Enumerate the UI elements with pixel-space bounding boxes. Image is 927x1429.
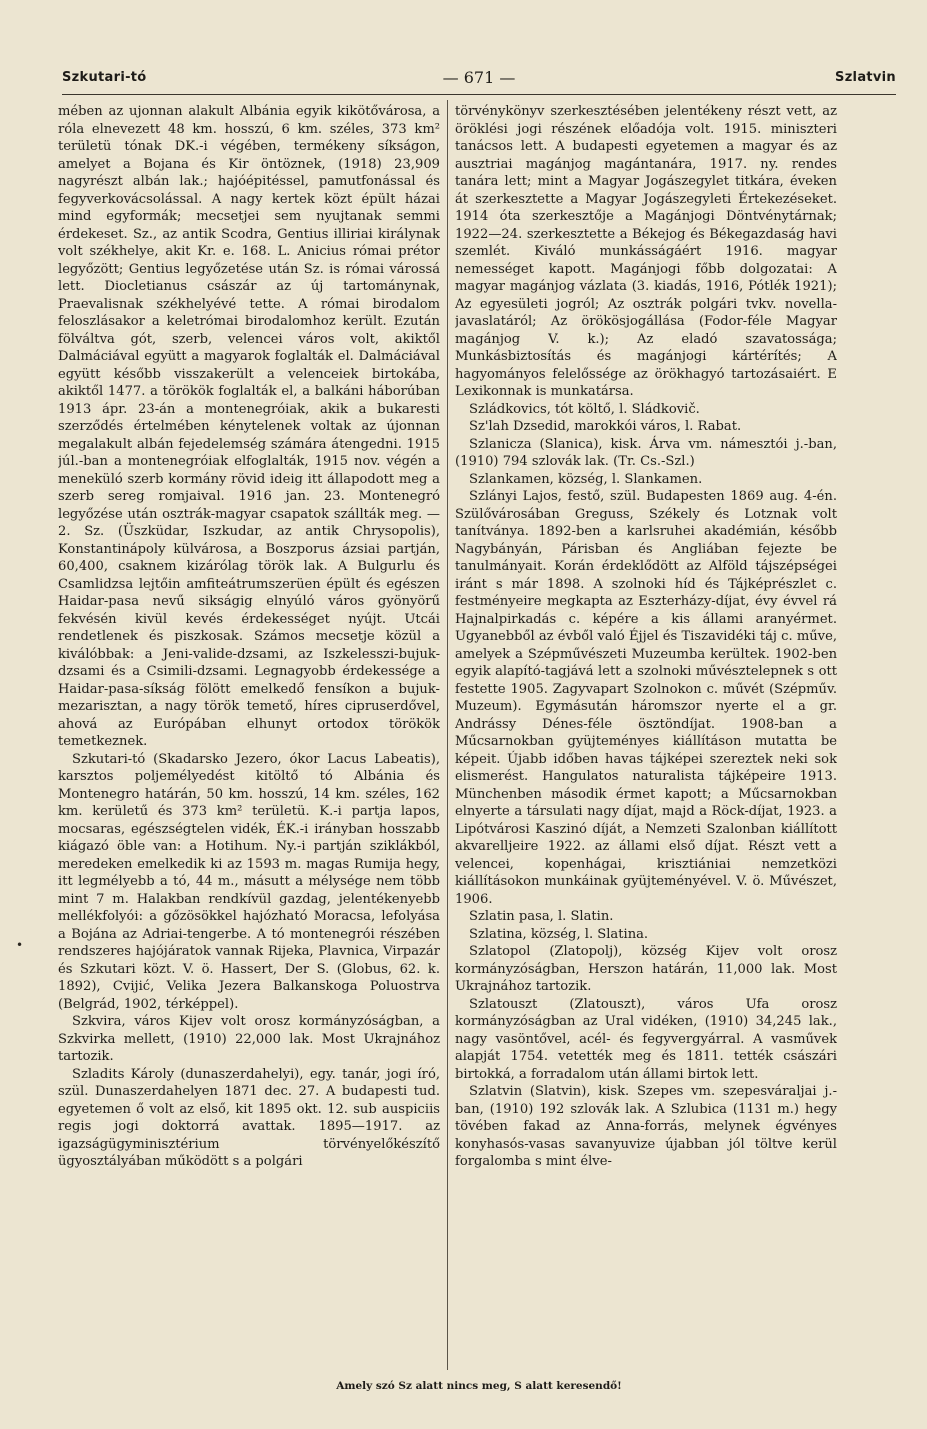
entry-szlah-dzsedid: Sz'lah Dzsedid, marokkói város, l. Rabat. (469, 419, 742, 434)
entry-szlatina: Szlatina, község, l. Slatina. (469, 926, 649, 942)
page-number: — 671 — (442, 68, 516, 87)
header-rule (62, 94, 896, 95)
margin-mark: • (16, 938, 24, 952)
entry-szlatin-pasa: Szlatin pasa, l. Slatin. (469, 909, 614, 924)
page-header (62, 66, 896, 90)
entry-szlankamen: Szlankamen, község, l. Slankamen. (469, 471, 703, 487)
entry-szladits: Szladits Károly (dunaszerdahelyi), egy. tanár, jogi író, szül. Dunaszerdahelyen 1871 dec. 27. A budapesti tud. egyetemen ő volt az első, kit 1895 okt. 12. sub auspiciis regis jogi doktorrá avattak. 1895—1917. az igazságügyminisztérium törvényelőkészítő ügyosztályában működött s a polgári (58, 1066, 440, 1169)
entry-szlatouszt: Szlatouszt (Zlatouszt), város Ufa orosz kormányzóságban az Ural vidéken, (1910) 34,245 lak., nagy vasöntővel, acél- és fegyvergyárral. A vasművek alapját 1754. vetették meg és 1811. tették császári birtokká, a forradalom után állami birtok lett. (455, 996, 837, 1082)
entry-szkutari-to: Szkutari-tó (Skadarsko Jezero, ókor Lacus Labeatis), karsztos poljemélyedést kitöltő tó Albánia és Montenegro határán, 50 km. hosszú, 14 km. széles, 162 km. kerületű és 373 km² területü. K.-i partja lapos, mocsaras, egészségtelen vidék, ÉK.-i irányban hosszabb kiágazó öble van: a Hotihum. Ny.-i partján sziklákból, meredeken emelkedik ki az 1593 m. magas Rumija hegy, itt legmélyebb a tó, 44 m., másutt a mélysége nem több mint 7 m. Halakban rendkívül gazdag, jelentékenyebb mellékfolyói: a gőzösökkel hajózható Moracsa, lefolyása a Bojána az Adriai-tengerbe. A tó montenegrói részében rendszeres hajójáratok vannak Rijeka, Plavnica, Virpazár és Szkutari közt. V. ö. Hassert, Der S. (Globus, 62. k. 1892), Cvijić, Velika Jezera Balkanskoga Poluostrva (Belgrád, 1902, térképpel). (58, 751, 440, 1012)
right-column (455, 103, 837, 1371)
entry-szkvira: Szkvira, város Kijev volt orosz kormányzóságban, a Szkvirka mellett, (1910) 22,000 lak. Most Ukrajnához tartozik. (58, 1014, 440, 1064)
page-footer-note: Amely szó Sz alatt nincs meg, S alatt keresendő! (336, 1380, 622, 1392)
header-last-headword: Szlatvin (835, 70, 896, 85)
column-divider (447, 100, 448, 1370)
header-first-headword: Szkutari-tó (62, 70, 147, 85)
entry-continuation-szkutari: mében az ujonnan alakult Albánia egyik kikötővárosa, a róla elnevezett 48 km. hosszú, 6 km. széles, 373 km² területü tónak DK.-i végében, termékeny síkságon, amelyet a Bojana és Kir öntöznek, (1918) 23,909 nagyrészt albán lak.; hajóépitéssel, pamutfonással és fegyverkovácsolással. A nagy kertek közt épült házai mind egyformák; mecsetjei sem nyujtanak semmi érdekeset. Sz., az antik Scodra, Gentius illiriai királynak volt székhelye, akit Kr. e. 168. L. Anicius római prétor legyőzött; Gentius legyőzetése után Sz. is római várossá lett. Diocletianus császár az új tartománynak, Praevalisnak székhelyévé tette. A római birodalom feloszlásakor a keletrómai birodalomhoz került. Ezután fölváltva gót, szerb, velencei város volt, akiktől Dalmáciával együtt a magyarok foglalták el. Dalmáciával együtt később visszakerült a velenceiek birtokába, akiktől 1477. a törökök foglalták el, a balkáni háborúban 1913 ápr. 23-án a montenegróiak, akik a bukaresti szerződés értelmében kénytelenek voltak az újonnan megalakult albán fejedelemség számára átengedni. 1915 júl.-ban a montenegróiak elfoglalták, 1915 nov. végén a meneküló szerb kormány rövid ideig itt állapodott meg a szerb sereg romjaival. 1916 jan. 23. Montenegró legyőzése után osztrák-magyar csapatok szállták meg. — 2. Sz. (Üszküdar, Iszkudar, az antik Chrysopolis), Konstantinápoly külvárosa, a Boszporus ázsiai partján, 60,400, csaknem kizárólag török lak. A Bulgurlu és Csamlidzsa lejtőin amfiteátrumszerüen épült és egészen Haidar-pasa nevű sikságig elnyúló város gyönyörű fekvésén kivül kevés érdekességet nyújt. Utcái rendetlenek és piszkosak. Számos mecsetje közül a kiválóbbak: a Jeni-valide-dzsami, az Iszkelesszi-bujuk-dzsami és a Csimili-dzsami. Legnagyobb érdekessége a Haidar-pasa-síkság fölött emelkedő fensíkon a bujuk-mezarisztan, a nagy török temető, híres cipruserdővel, ahová az Európában elhunyt ortodox törökök temetkeznek. (58, 104, 440, 749)
entry-szlatopol: Szlatopol (Zlatopolj), község Kijev volt orosz kormányzóságban, Herszon határán, 11,000 lak. Most Ukrajnához tartozik. (455, 944, 837, 994)
entry-continuation-szladits: törvénykönyv szerkesztésében jelentékeny részt vett, az öröklési jogi részének előadója volt. 1915. miniszteri tanácsos lett. A budapesti egyetemen a magyar és az ausztriai magánjog magántanára, 1917. ny. rendes tanára lett; mint a Magyar Jogászegylet titkára, éveken át szerkesztette a Magyar Jogászegyleti Értekezéseket. 1914 óta szerkesztője a Magánjogi Döntvénytárnak; 1922—24. szerkesztette a Békejog és Békegazdaság havi szemlét. Kiváló munkásságáért 1916. magyar nemességet kapott. Magánjogi főbb dolgozatai: A magyar magánjog vázlata (3. kiadás, 1916, Pótlék 1921); Az egyesületi jogról; Az osztrák polgári tvkv. novella-javaslatáról; Az örökösjogállása (Fodor-féle Magyar magánjog V. k.); Az eladó szavatossága; Munkásbiztosítás és magánjogi kártérítés; A hagyományos felelőssége az örökhagyó tartozásaiért. E Lexikonnak is munkatársa. (455, 104, 837, 399)
entry-szladkovics: Szládkovics, tót költő, l. Sládkovič. (469, 401, 700, 417)
entry-szlanyi: Szlányi Lajos, festő, szül. Budapesten 1869 aug. 4-én. Szülővárosában Greguss, Székely és Lotznak volt tanítványa. 1892-ben a karlsruhei akadémián, később Nagybányán, Párisban és Angliában fejezte be tanulmányait. Korán érdeklődött az Alföld tájszépségei iránt s már 1898. A szolnoki híd és Tájképrészlet c. festményeire megkapta az Eszterházy-díjat, évy évvel rá Hajnalpirkadás c. képére a kis állami aranyérmet. Ugyanebből az évből való Éjjel és Tiszavidéki táj c. műve, amelyek a Szépművészeti Muzeumba kerültek. 1902-ben egyik alapító-tagjává lett a szolnoki művésztelepnek s ott festette 1905. Zagyvapart Szolnokon c. művét (Szépműv. Muzeum). Egymásután háromszor nyerte el a gr. Andrássy Dénes-féle ösztöndíjat. 1908-ban a Műcsarnokban gyüjteményes kiállításon mutatta be képeit. Újabb időben havas tájképei szereztek neki sok elismerést. Hangulatos naturalista tájképeire 1913. Münchenben második érmet kapott; a Műcsarnokban elnyerte a társulati nagy díjat, majd a Röck-díjat, 1923. a Lipótvárosi Kaszinó díját, a Nemzeti Szalonban kiállított akvarelljeire 1922. az állami első díjat. Részt vett a velencei, kopenhágai, krisztiániai nemzetközi kiállításokon munkáinak gyüjteményével. V. ö. Művészet, 1906. (455, 489, 837, 907)
left-column (58, 103, 440, 1371)
entry-szlanicza: Szlanicza (Slanica), kisk. Árva vm. námesztói j.-ban, (1910) 794 szlovák lak. (Tr. Cs.-Szl.) (455, 436, 837, 469)
entry-szlatvin: Szlatvin (Slatvin), kisk. Szepes vm. szepesváraljai j.-ban, (1910) 192 szlovák lak. A Szlubica (1131 m.) hegy tövében fakad az Anna-forrás, melynek égvényes konyhasós-vasas savanyuvize újabban jól töltve kerül forgalomba s mint élve- (455, 1084, 837, 1169)
